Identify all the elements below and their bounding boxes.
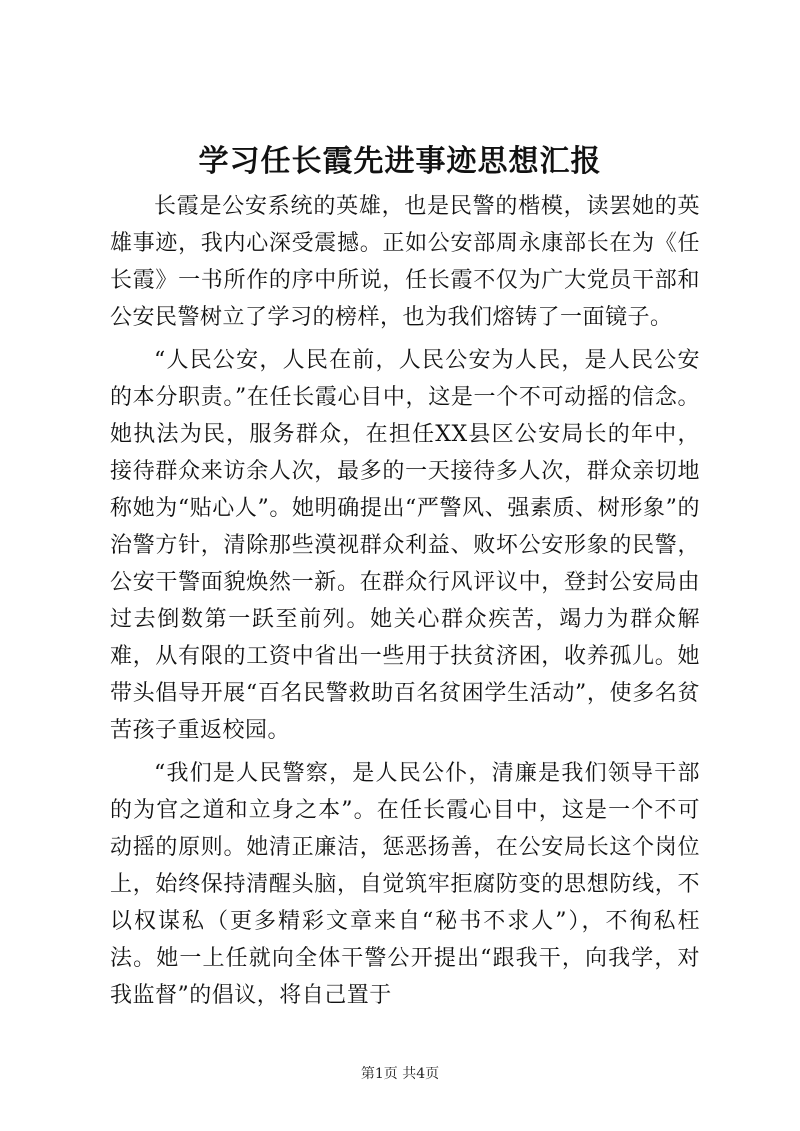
document-body (110, 188, 700, 1014)
paragraph-2: “人民公安，人民在前，人民公安为人民，是人民公安的本分职责。”在任长霞心目中，这是一个不可动摇的信念。她执法为民，服务群众，在担任XX县区公安局长的年中，接待群众来访余人次，最多的一天接待多人次，群众亲切地称她为“贴心人”。她明确提出“严警风、强素质、树形象”的治警方针，清除那些漠视群众利益、败坏公安形象的民警，公安干警面貌焕然一新。在群众行风评议中，登封公安局由过去倒数第一跃至前列。她关心群众疾苦，竭力为群众解难，从有限的工资中省出一些用于扶贫济困，收养孤儿。她带头倡导开展“百名民警救助百名贫困学生活动”，使多名贫苦孩子重返校园。 (110, 348, 700, 743)
document-title: 学习任长霞先进事迹思想汇报 (198, 144, 602, 179)
paragraph-1: 长霞是公安系统的英雄，也是民警的楷模，读罢她的英雄事迹，我内心深受震撼。正如公安部周永康部长在为《任长霞》一书所作的序中所说，任长霞不仅为广大党员干部和公安民警树立了学习的榜样，也为我们熔铸了一面镜子。 (110, 194, 700, 330)
paragraph-3: “我们是人民警察，是人民公仆，清廉是我们领导干部的为官之道和立身之本”。在任长霞心目中，这是一个不可动摇的原则。她清正廉洁，惩恶扬善，在公安局长这个岗位上，始终保持清醒头脑，自觉筑牢拒腐防变的思想防线，不以权谋私（更多精彩文章来自“秘书不求人”），不徇私枉法。她一上任就向全体干警公开提出“跟我干，向我学，对我监督”的倡议，将自己置于 (110, 761, 700, 1008)
page-number-footer: 第1页 共4页 (360, 1066, 440, 1082)
